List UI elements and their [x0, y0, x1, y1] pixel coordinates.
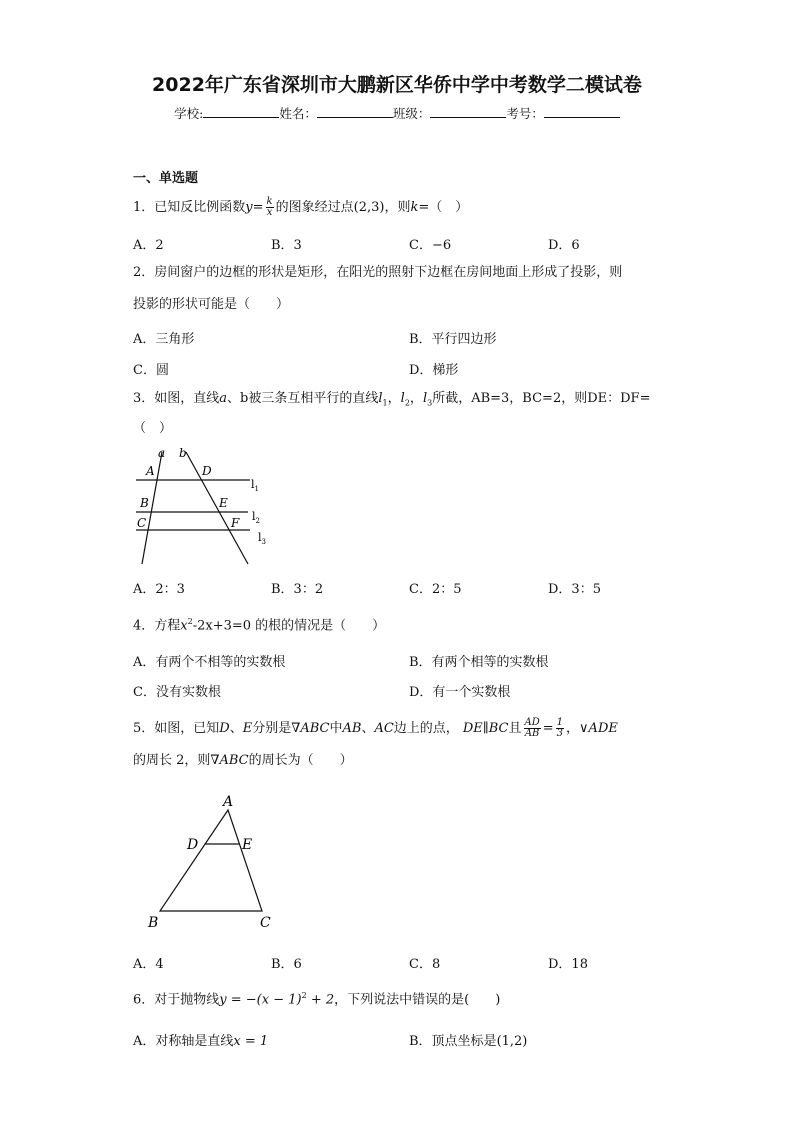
q5-tri-ade: ∨ADE	[579, 721, 618, 736]
q6-text-a: 6．对于抛物线	[133, 992, 220, 1008]
q5-tri-abc-2: ∇ABC	[210, 753, 249, 768]
q3-l1-sub: 1	[382, 398, 388, 408]
label-l1: $l_1$	[251, 478, 259, 493]
q3-l1: l	[378, 391, 383, 406]
q1-var-k: k	[410, 200, 419, 215]
label-b: b	[179, 446, 187, 460]
label-l3: $l_3$	[258, 531, 266, 546]
label-E: E	[242, 837, 253, 853]
q4-option-c[interactable]: C．没有实数根	[133, 685, 221, 700]
q1-fraction	[266, 197, 274, 218]
q5-frac-ad-ab: $\frac{AD}{AB}$	[524, 717, 540, 739]
q5-option-d[interactable]: D．18	[548, 957, 588, 972]
label-C: C	[260, 915, 271, 931]
q5-text-d: 的周长 2，则	[133, 753, 211, 768]
school-blank[interactable]	[203, 105, 279, 118]
q3-text-c: 所截，AB=3，BC=2，则DE：DF=	[432, 391, 651, 406]
label-l2: $l_2$	[252, 510, 260, 525]
q5-parallel: DE∥BC	[462, 721, 509, 736]
q2-option-a[interactable]: A．三角形	[133, 332, 195, 347]
q1-equals: =	[252, 200, 264, 215]
q4-option-a[interactable]: A．有两个不相等的实数根	[133, 655, 286, 670]
q1-var-y: y	[245, 200, 253, 215]
q1-text-d: =（ ）	[418, 200, 469, 215]
q3-option-b[interactable]: B．3：2	[271, 582, 324, 597]
q3-option-a[interactable]: A．2：3	[133, 582, 185, 597]
q5-line-2	[133, 752, 353, 770]
q1-option-d[interactable]: D．6	[548, 238, 580, 253]
section-heading: 一、单选题	[133, 171, 199, 186]
q2-option-b[interactable]: B．平行四边形	[409, 332, 497, 347]
q4-text-b: -2x+3=0 的根的情况是（ ）	[192, 618, 386, 634]
q4-option-b[interactable]: B．有两个相等的实数根	[409, 655, 549, 670]
q6-text-b: ，下列说法中错误的是( )	[334, 992, 501, 1008]
student-info-line	[0, 104, 794, 122]
q5-figure	[140, 790, 290, 935]
q6-option-b-math: (1,2)	[496, 1034, 528, 1049]
label-A: A	[146, 464, 155, 478]
q5-frac-one-third: $\frac{1}{3}$	[556, 717, 564, 739]
label-B: B	[140, 496, 149, 510]
q1-option-b[interactable]: B．3	[271, 238, 302, 253]
q2-option-d[interactable]: D．梯形	[409, 363, 459, 378]
q5-text-c: 边上的点，	[393, 721, 459, 736]
q2-line-2: 投影的形状可能是（ ）	[133, 297, 290, 312]
label-D: D	[202, 464, 212, 478]
q5-option-b[interactable]: B．6	[271, 957, 302, 972]
q6-expression: y = −(x − 1)	[219, 992, 302, 1008]
q5-text-b: 分别是	[252, 721, 292, 736]
q5-text-mid: 中	[329, 721, 343, 736]
q3-line-1: 3．如图，直线a、b被三条互相平行的直线$l_1$，$l_2$，$l_3$所截，AB=3，BC=2，则DE：DF=	[133, 391, 651, 408]
number-label: 考号：	[506, 106, 544, 121]
name-blank[interactable]	[317, 105, 393, 118]
q2-line-1: 2．房间窗户的边框的形状是矩形，在阳光的照射下边框在房间地面上形成了投影，则	[133, 265, 623, 280]
q1-frac-den: x	[266, 207, 273, 218]
label-B: B	[148, 915, 159, 931]
name-label: 姓名：	[279, 106, 317, 121]
q6-option-a-math: x = 1	[233, 1034, 269, 1049]
label-F: F	[231, 516, 240, 530]
q4-option-d[interactable]: D．有一个实数根	[409, 685, 511, 700]
q3-line-2: （ ）	[133, 421, 173, 436]
q1-frac-num: k	[266, 196, 273, 207]
q3-text-b: 、b被三条互相平行的直线	[227, 391, 379, 406]
q3-l3: l	[422, 391, 428, 406]
q5-text-a: 5．如图，已知	[133, 721, 220, 736]
q1-text-a: 1．已知反比例函数	[133, 200, 246, 215]
q6-stem	[133, 987, 500, 1009]
q5-seg-ac: AC	[374, 721, 394, 736]
q1-text-b: 的图象经过点	[275, 200, 354, 215]
number-blank[interactable]	[544, 105, 620, 118]
q5-and: 且	[508, 721, 522, 736]
label-E: E	[219, 496, 228, 510]
label-C: C	[137, 516, 147, 530]
q3-l2: l	[400, 391, 405, 406]
q3-option-d[interactable]: D．3：5	[548, 582, 601, 597]
q3-option-c[interactable]: C．2：5	[409, 582, 462, 597]
q6-expression-b: + 2	[306, 992, 335, 1008]
question-1-stem	[133, 197, 468, 218]
label-a: a	[158, 446, 166, 460]
q5-option-c[interactable]: C．8	[409, 957, 441, 972]
q5-text-e: 的周长为（ ）	[248, 753, 353, 768]
q6-exponent: 2	[301, 991, 307, 1000]
q5-tri-abc: ∇ABC	[291, 721, 330, 736]
label-A: A	[223, 794, 234, 810]
q3-text-a: 3．如图，直线	[133, 391, 220, 406]
q5-var-D: D	[219, 721, 230, 736]
q5-option-a[interactable]: A．4	[133, 957, 164, 972]
q1-option-a[interactable]: A．2	[133, 238, 164, 253]
school-label: 学校:	[174, 106, 204, 121]
q3-var-a: a	[219, 391, 228, 406]
triangle-abc	[160, 810, 262, 911]
class-label: 班级：	[392, 106, 431, 121]
q3-l2-sub: 2	[404, 398, 410, 408]
q4-text-a: 4．方程	[133, 618, 181, 634]
q1-text-c: ，则	[384, 200, 411, 215]
line-b	[186, 452, 248, 564]
q2-option-c[interactable]: C．圆	[133, 363, 169, 378]
q3-figure	[128, 444, 278, 568]
q1-point: (2,3)	[353, 200, 385, 215]
q5-var-E: E	[242, 721, 253, 736]
q4-exponent: 2	[187, 617, 193, 626]
q6-option-b[interactable]: B．顶点坐标是(1,2)	[409, 1034, 528, 1049]
q5-line-1: 5．如图，已知D、E分别是∇ABC中AB、AC边上的点， DE∥BC且 $\frac{AD}{AB}$ = $\frac{1}{3}$ ，∨ADE	[133, 717, 618, 739]
q4-stem	[133, 613, 385, 635]
q5-sep: 、	[229, 721, 243, 736]
class-blank[interactable]	[430, 105, 506, 118]
q3-l3-sub: 3	[427, 398, 433, 408]
q5-seg-ab: AB	[342, 721, 362, 736]
q4-var-x: x	[180, 618, 188, 634]
label-D: D	[187, 837, 199, 853]
q1-option-c[interactable]: C．−6	[409, 238, 452, 253]
q6-option-a[interactable]: A．对称轴是直线x = 1	[133, 1034, 269, 1049]
page-title: 2022年广东省深圳市大鹏新区华侨中学中考数学二模试卷	[152, 74, 642, 96]
